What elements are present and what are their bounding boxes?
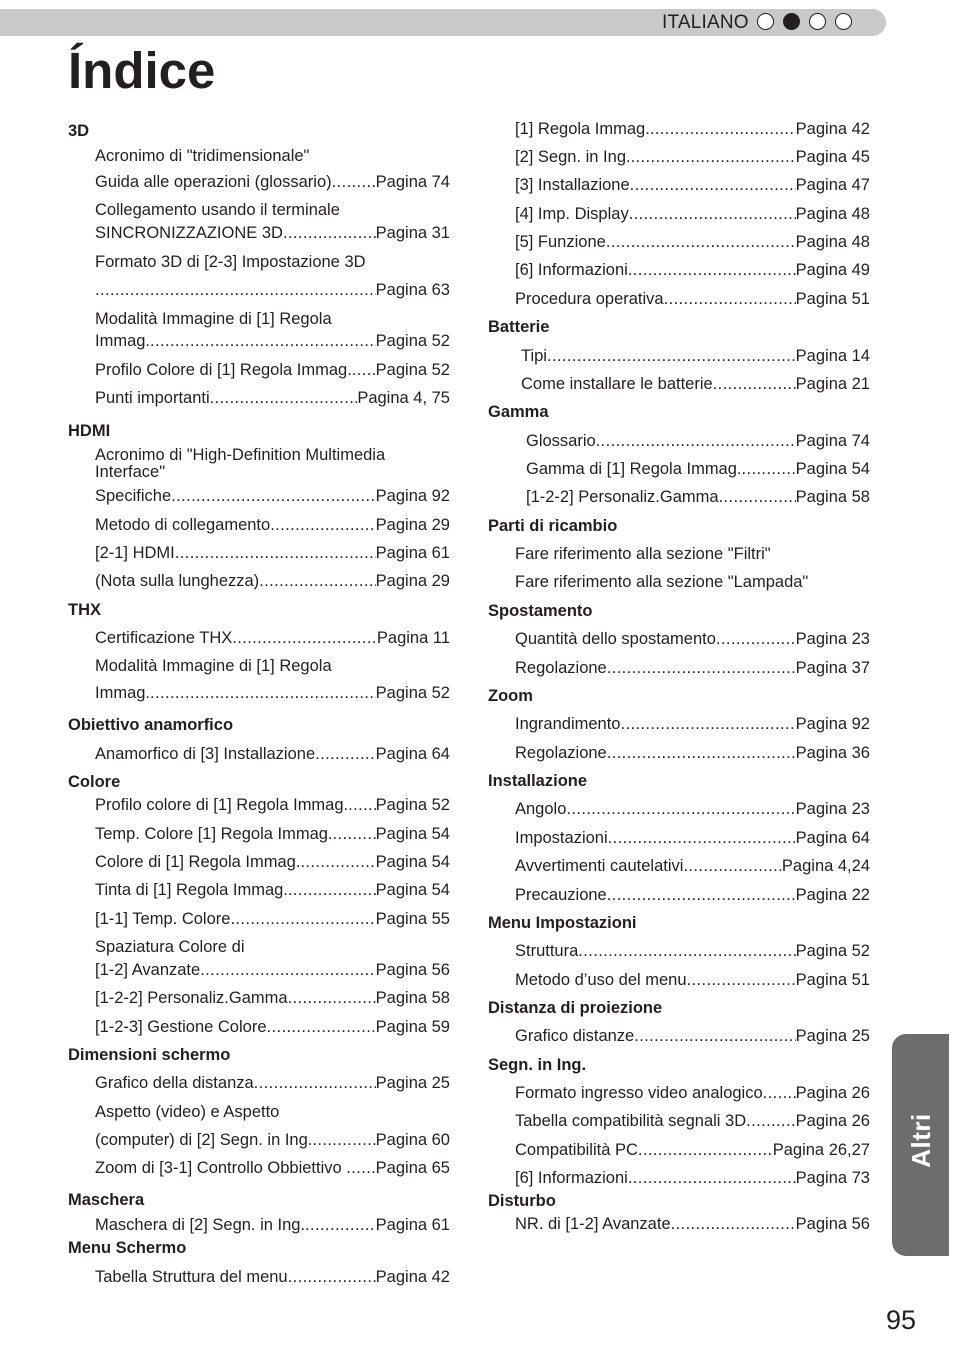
index-entry[interactable]: Anamorfico di [3] Installazione ..... Pagina 64 <box>95 743 450 765</box>
dot-leader <box>716 628 796 650</box>
dot-leader <box>348 794 376 816</box>
index-heading-maschera: Maschera <box>68 1191 145 1209</box>
index-entry: Collegamento usando il terminale <box>95 201 340 219</box>
language-dot-active <box>783 13 800 30</box>
index-entry[interactable]: Grafico distanze ..... Pagina 25 <box>515 1025 870 1047</box>
dot-leader <box>746 1110 796 1132</box>
dot-leader <box>288 1266 376 1288</box>
dot-leader <box>631 146 796 168</box>
index-heading-hdmi: HDMI <box>68 422 111 440</box>
dot-leader <box>210 387 358 409</box>
index-entry[interactable]: Regolazione ..... Pagina 36 <box>515 742 870 764</box>
index-entry[interactable]: [2] Segn. in Ing. ..... Pagina 45 <box>515 146 870 168</box>
index-heading-segn-in-ing: Segn. in Ing. <box>488 1056 587 1074</box>
dot-leader <box>270 514 375 536</box>
dot-leader <box>95 279 376 301</box>
index-entry: Acronimo di "tridimensionale" <box>95 147 310 165</box>
dot-leader <box>763 1082 796 1104</box>
index-entry[interactable]: Temp. Colore [1] Regola Immag. ..... Pagina 54 <box>95 823 450 845</box>
dot-leader <box>628 1167 796 1189</box>
dot-leader <box>547 345 796 367</box>
index-entry: Formato 3D di [2-3] Impostazione 3D <box>95 253 366 271</box>
index-entry[interactable]: Formato ingresso video analogico ..... Pagina 26 <box>515 1082 870 1104</box>
dot-leader <box>288 987 376 1009</box>
index-entry[interactable]: Angolo ..... Pagina 23 <box>515 798 870 820</box>
dot-leader <box>566 798 795 820</box>
index-entry[interactable]: [1-1] Temp. Colore ..... Pagina 55 <box>95 908 450 930</box>
index-entry[interactable]: Maschera di [2] Segn. in Ing. ..... Pagina 61 <box>95 1214 450 1236</box>
dot-leader <box>607 657 796 679</box>
dot-leader <box>596 430 796 452</box>
dot-leader <box>288 879 376 901</box>
index-heading-gamma: Gamma <box>488 403 549 421</box>
dot-leader <box>305 1214 376 1236</box>
index-entry[interactable]: Come installare le batterie ..... Pagina 21 <box>521 373 870 395</box>
index-entry[interactable]: Precauzione ..... Pagina 22 <box>515 884 870 906</box>
index-entry[interactable]: [1-2-2] Personaliz.Gamma ..... Pagina 58 <box>526 486 870 508</box>
index-entry[interactable]: Profilo Colore di [1] Regola Immag. ..... Pagina 52 <box>95 359 450 381</box>
dot-leader <box>687 969 796 991</box>
index-entry[interactable]: (computer) di [2] Segn. in Ing. ..... Pagina 60 <box>95 1129 450 1151</box>
dot-leader <box>232 627 377 649</box>
index-entry[interactable]: [4] Imp. Display ..... Pagina 48 <box>515 203 870 225</box>
dot-leader <box>621 713 796 735</box>
language-dot-3 <box>809 13 826 30</box>
dot-leader <box>628 259 796 281</box>
dot-leader <box>150 330 376 352</box>
index-heading-menu-impostazioni: Menu Impostazioni <box>488 914 637 932</box>
dot-leader <box>267 1016 376 1038</box>
index-entry[interactable]: ..... Pagina 63 <box>95 279 450 301</box>
language-label: ITALIANO <box>662 12 749 33</box>
language-dot-4 <box>835 13 852 30</box>
dot-leader <box>315 743 376 765</box>
index-entry[interactable]: [1-2-2] Personaliz.Gamma ..... Pagina 58 <box>95 987 450 1009</box>
dot-leader <box>671 1213 796 1235</box>
index-entry[interactable]: [3] Installazione ..... Pagina 47 <box>515 174 870 196</box>
dot-leader <box>332 171 376 193</box>
index-entry: Modalità Immagine di [1] Regola <box>95 657 332 675</box>
dot-leader <box>578 940 795 962</box>
index-heading-thx: THX <box>68 601 101 619</box>
index-entry[interactable]: Metodo di collegamento ..... Pagina 29 <box>95 514 450 536</box>
dot-leader <box>650 118 796 140</box>
dot-leader <box>175 542 376 564</box>
index-entry: Aspetto (video) e Aspetto <box>95 1103 280 1121</box>
index-entry[interactable]: [6] Informazioni ..... Pagina 73 <box>515 1167 870 1189</box>
language-indicator <box>757 13 852 30</box>
dot-leader <box>352 359 376 381</box>
index-entry[interactable]: Ingrandimento ..... Pagina 92 <box>515 713 870 735</box>
index-heading-distanza: Distanza di proiezione <box>488 999 663 1017</box>
index-entry[interactable]: Glossario ..... Pagina 74 <box>526 430 870 452</box>
index-entry[interactable]: NR. di [1-2] Avanzate ..... Pagina 56 <box>515 1213 870 1235</box>
index-entry[interactable]: Colore di [1] Regola Immag. ..... Pagina 54 <box>95 851 450 873</box>
dot-leader <box>259 570 376 592</box>
index-entry[interactable]: Guida alle operazioni (glossario) ..... Pagina 74 <box>95 171 450 193</box>
index-heading-menu-schermo: Menu Schermo <box>68 1239 187 1257</box>
index-entry[interactable]: Tabella compatibilità segnali 3D ..... Pagina 26 <box>515 1110 870 1132</box>
dot-leader <box>683 855 781 877</box>
index-entry[interactable]: Zoom di [3-1] Controllo Obbiettivo ..... Pagina 65 <box>95 1157 450 1179</box>
index-heading-3d: 3D <box>68 122 90 140</box>
index-entry[interactable]: Procedura operativa ..... Pagina 51 <box>515 288 870 310</box>
index-entry: Fare riferimento alla sezione "Filtri" <box>515 545 771 563</box>
index-entry[interactable]: Punti importanti ..... Pagina 4, 75 <box>95 387 450 409</box>
index-heading-zoom: Zoom <box>488 687 533 705</box>
index-entry[interactable]: [1] Regola Immag. ..... Pagina 42 <box>515 118 870 140</box>
index-entry[interactable]: Tinta di [1] Regola Immag. ..... Pagina 54 <box>95 879 450 901</box>
index-heading-obiettivo: Obiettivo anamorfico <box>68 716 234 734</box>
index-entry[interactable]: Avvertimenti cautelativi ..... Pagina 4,24 <box>515 855 870 877</box>
index-entry[interactable]: Tabella Struttura del menu ..... Pagina 42 <box>95 1266 450 1288</box>
index-entry[interactable]: Tipi ..... Pagina 14 <box>521 345 870 367</box>
index-entry[interactable]: Impostazioni ..... Pagina 64 <box>515 827 870 849</box>
index-entry[interactable]: Regolazione ..... Pagina 37 <box>515 657 870 679</box>
dot-leader <box>629 203 796 225</box>
dot-leader <box>713 373 796 395</box>
index-heading-colore: Colore <box>68 773 121 791</box>
dot-leader <box>638 1139 773 1161</box>
index-entry[interactable]: Quantità dello spostamento ..... Pagina 23 <box>515 628 870 650</box>
dot-leader <box>200 959 375 981</box>
index-entry[interactable]: Grafico della distanza ..... Pagina 25 <box>95 1072 450 1094</box>
dot-leader <box>607 884 796 906</box>
index-entry[interactable]: [2-1] HDMI ..... Pagina 61 <box>95 542 450 564</box>
index-entry[interactable]: [1-2] Avanzate ..... Pagina 56 <box>95 959 450 981</box>
dot-leader <box>171 485 376 507</box>
index-entry[interactable]: [1-2-3] Gestione Colore ..... Pagina 59 <box>95 1016 450 1038</box>
dot-leader <box>230 908 375 930</box>
index-entry: Acronimo di "High-Definition Multimedia Interface" <box>95 446 386 481</box>
section-tab-text: Altri <box>905 1112 936 1168</box>
dot-leader <box>634 1025 795 1047</box>
index-entry[interactable]: Gamma di [1] Regola Immag. ..... Pagina 54 <box>526 458 870 480</box>
index-heading-dimensioni: Dimensioni schermo <box>68 1046 231 1064</box>
dot-leader <box>312 1129 375 1151</box>
index-entry[interactable]: Metodo d’uso del menu ..... Pagina 51 <box>515 969 870 991</box>
dot-leader <box>630 174 796 196</box>
dot-leader <box>254 1072 376 1094</box>
index-entry[interactable]: Specifiche ..... Pagina 92 <box>95 485 450 507</box>
header-bar <box>0 9 886 36</box>
dot-leader <box>333 823 376 845</box>
page-number: 95 <box>886 1305 917 1335</box>
index-entry[interactable]: Profilo colore di [1] Regola Immag. ..... Pagina 52 <box>95 794 450 816</box>
index-entry[interactable]: Compatibilità PC ..... Pagina 26,27 <box>515 1139 870 1161</box>
index-entry: Fare riferimento alla sezione "Lampada" <box>515 573 809 591</box>
index-entry[interactable]: Struttura ..... Pagina 52 <box>515 940 870 962</box>
index-entry[interactable]: (Nota sulla lunghezza) ..... Pagina 29 <box>95 570 450 592</box>
index-entry[interactable]: [5] Funzione ..... Pagina 48 <box>515 231 870 253</box>
index-entry[interactable]: Certificazione THX ..... Pagina 11 <box>95 627 450 649</box>
dot-leader <box>300 851 375 873</box>
dot-leader <box>346 1157 375 1179</box>
index-entry[interactable]: SINCRONIZZAZIONE 3D ..... Pagina 31 <box>95 222 450 244</box>
index-heading-installazione: Installazione <box>488 772 588 790</box>
index-entry[interactable]: Immag. ..... Pagina 52 <box>95 682 450 704</box>
index-entry[interactable]: [6] Informazioni ..... Pagina 49 <box>515 259 870 281</box>
index-heading-batterie: Batterie <box>488 318 550 336</box>
dot-leader <box>150 682 376 704</box>
index-heading-parti-ricambio: Parti di ricambio <box>488 517 618 535</box>
index-entry: Modalità Immagine di [1] Regola <box>95 310 332 328</box>
dot-leader <box>719 486 796 508</box>
language-dot-1 <box>757 13 774 30</box>
index-heading-spostamento: Spostamento <box>488 602 593 620</box>
dot-leader <box>606 231 796 253</box>
dot-leader <box>283 222 376 244</box>
page-title: Índice <box>68 42 216 99</box>
dot-leader <box>608 827 796 849</box>
dot-leader <box>664 288 796 310</box>
dot-leader <box>607 742 796 764</box>
section-tab-label <box>903 1100 939 1180</box>
index-entry[interactable]: Immag. ..... Pagina 52 <box>95 330 450 352</box>
index-heading-disturbo: Disturbo <box>488 1192 556 1210</box>
dot-leader <box>742 458 796 480</box>
index-entry: Spaziatura Colore di <box>95 938 245 956</box>
